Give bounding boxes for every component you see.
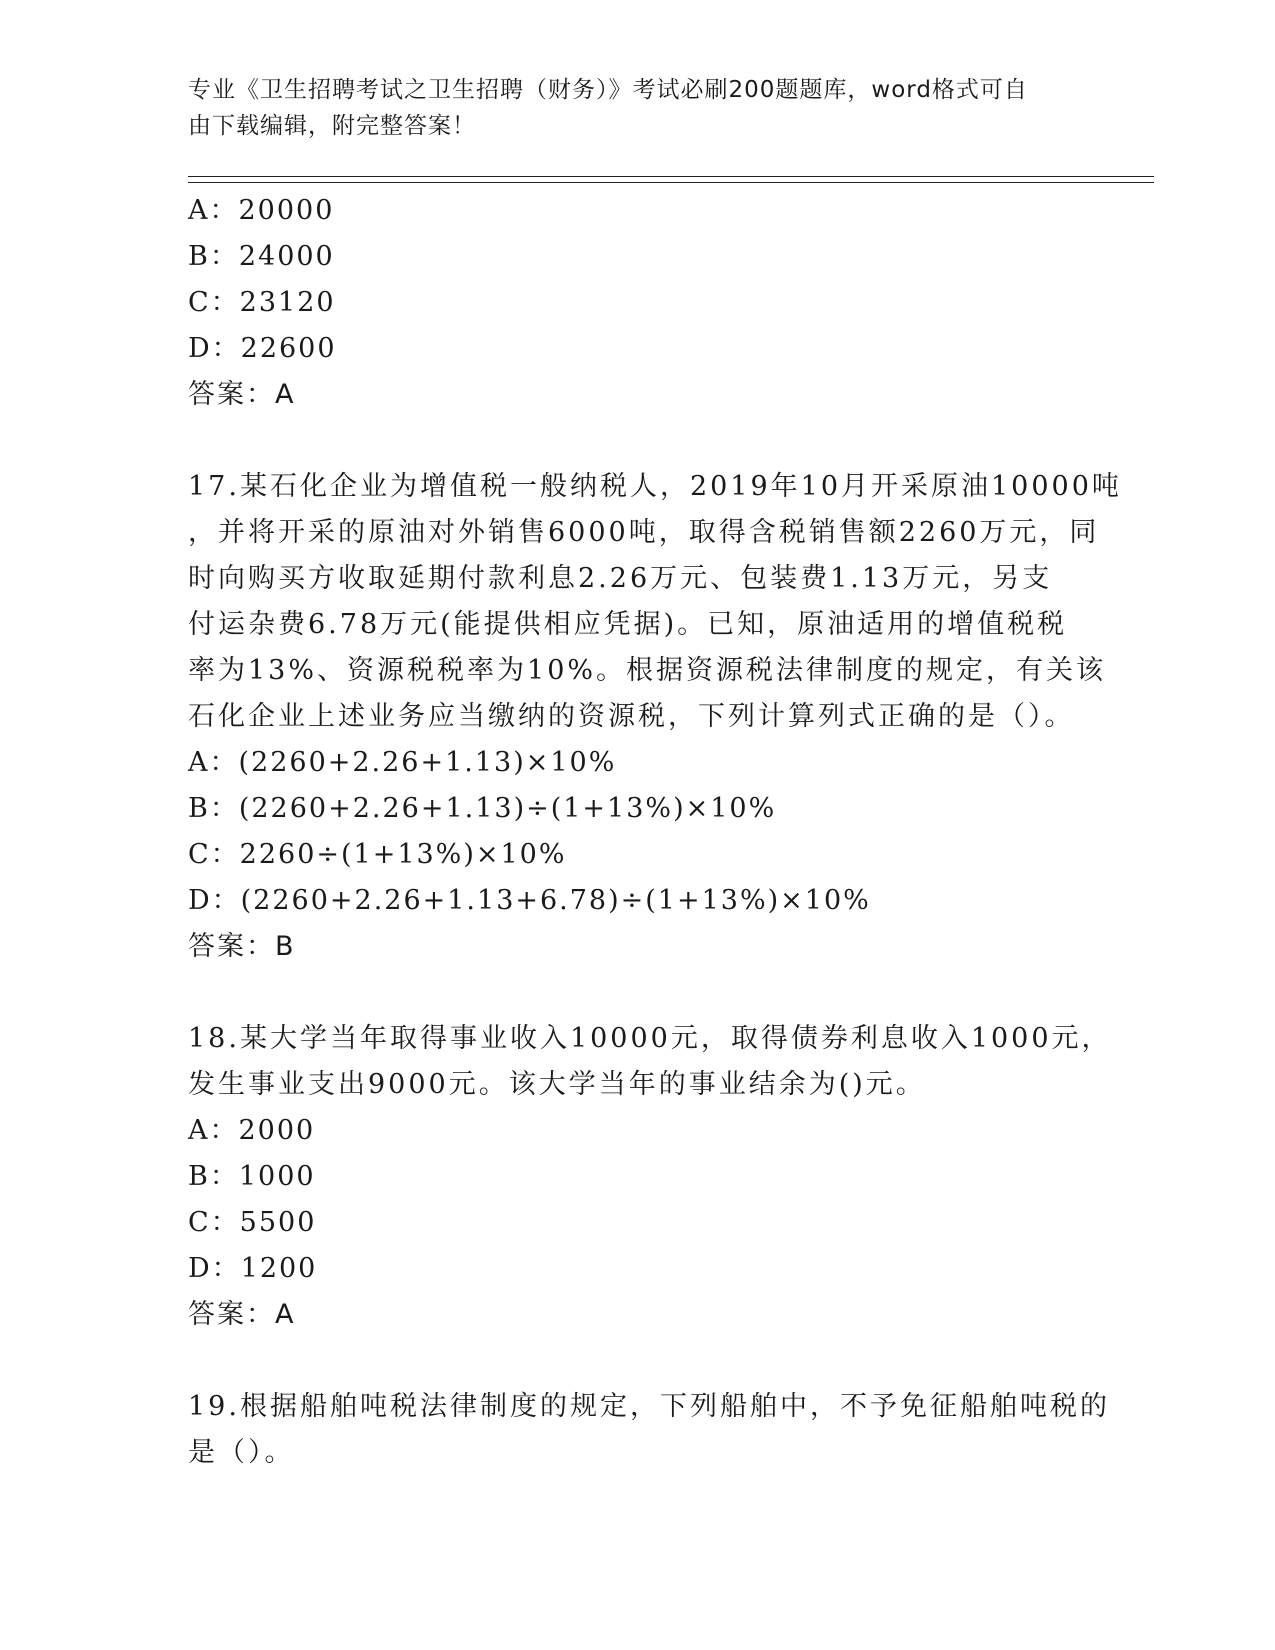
- option-d: D：22600: [188, 333, 337, 364]
- spacer: [188, 1338, 1068, 1384]
- option-b: B：(2260+2.26+1.13)÷(1+13%)×10%: [188, 793, 777, 824]
- option-c: C：5500: [188, 1207, 317, 1238]
- option-b: B：24000: [188, 241, 335, 272]
- option-c: C：2260÷(1+13%)×10%: [188, 839, 567, 870]
- header-line-2: 由下载编辑，附完整答案！: [188, 113, 476, 139]
- question-17: [188, 464, 1122, 970]
- header-line-1: 专业《卫生招聘考试之卫生招聘（财务）》考试必刷200题题库，word格式可自: [188, 77, 1028, 103]
- question-18-stem-line-1: 18.某大学当年取得事业收入10000元，取得债券利息收入1000元，: [188, 1023, 1112, 1054]
- question-19: [188, 1384, 1110, 1476]
- question-17-stem-line-2: ，并将开采的原油对外销售6000吨，取得含税销售额2260万元，同: [188, 517, 1100, 548]
- question-17-stem-line-3: 时向购买方收取延期付款利息2.26万元、包装费1.13万元，另支: [188, 563, 1053, 594]
- option-a: A：(2260+2.26+1.13)×10%: [188, 747, 617, 778]
- header-divider-top: [188, 176, 1154, 177]
- header-divider-bottom: [188, 182, 1154, 183]
- document-header: [188, 72, 1068, 144]
- option-d: D：1200: [188, 1253, 318, 1284]
- answer-18: 答案：A: [188, 1299, 296, 1330]
- question-17-stem-line-5: 率为13%、资源税税率为10%。根据资源税法律制度的规定，有关该: [188, 655, 1107, 686]
- answer-16: 答案：A: [188, 379, 296, 410]
- question-list: [188, 188, 1122, 1476]
- question-16-options: [188, 188, 1068, 418]
- question-19-stem-line-2: 是（）。: [188, 1437, 295, 1468]
- question-17-stem-line-4: 付运杂费6.78万元(能提供相应凭据)。已知，原油适用的增值税税: [188, 609, 1068, 640]
- answer-17: 答案：B: [188, 931, 296, 962]
- spacer: [188, 970, 1068, 1016]
- question-17-stem-line-1: 17.某石化企业为增值税一般纳税人，2019年10月开采原油10000吨: [188, 471, 1122, 502]
- question-18: [188, 1016, 1112, 1338]
- option-a: A：2000: [188, 1115, 316, 1146]
- option-c: C：23120: [188, 287, 336, 318]
- option-d: D：(2260+2.26+1.13+6.78)÷(1+13%)×10%: [188, 885, 871, 916]
- question-17-stem-line-6: 石化企业上述业务应当缴纳的资源税，下列计算列式正确的是（）。: [188, 701, 1075, 732]
- question-18-stem-line-2: 发生事业支出9000元。该大学当年的事业结余为()元。: [188, 1069, 926, 1100]
- option-b: B：1000: [188, 1161, 316, 1192]
- option-a: A：20000: [188, 195, 335, 226]
- spacer: [188, 418, 1068, 464]
- question-19-stem-line-1: 19.根据船舶吨税法律制度的规定，下列船舶中，不予免征船舶吨税的: [188, 1391, 1110, 1422]
